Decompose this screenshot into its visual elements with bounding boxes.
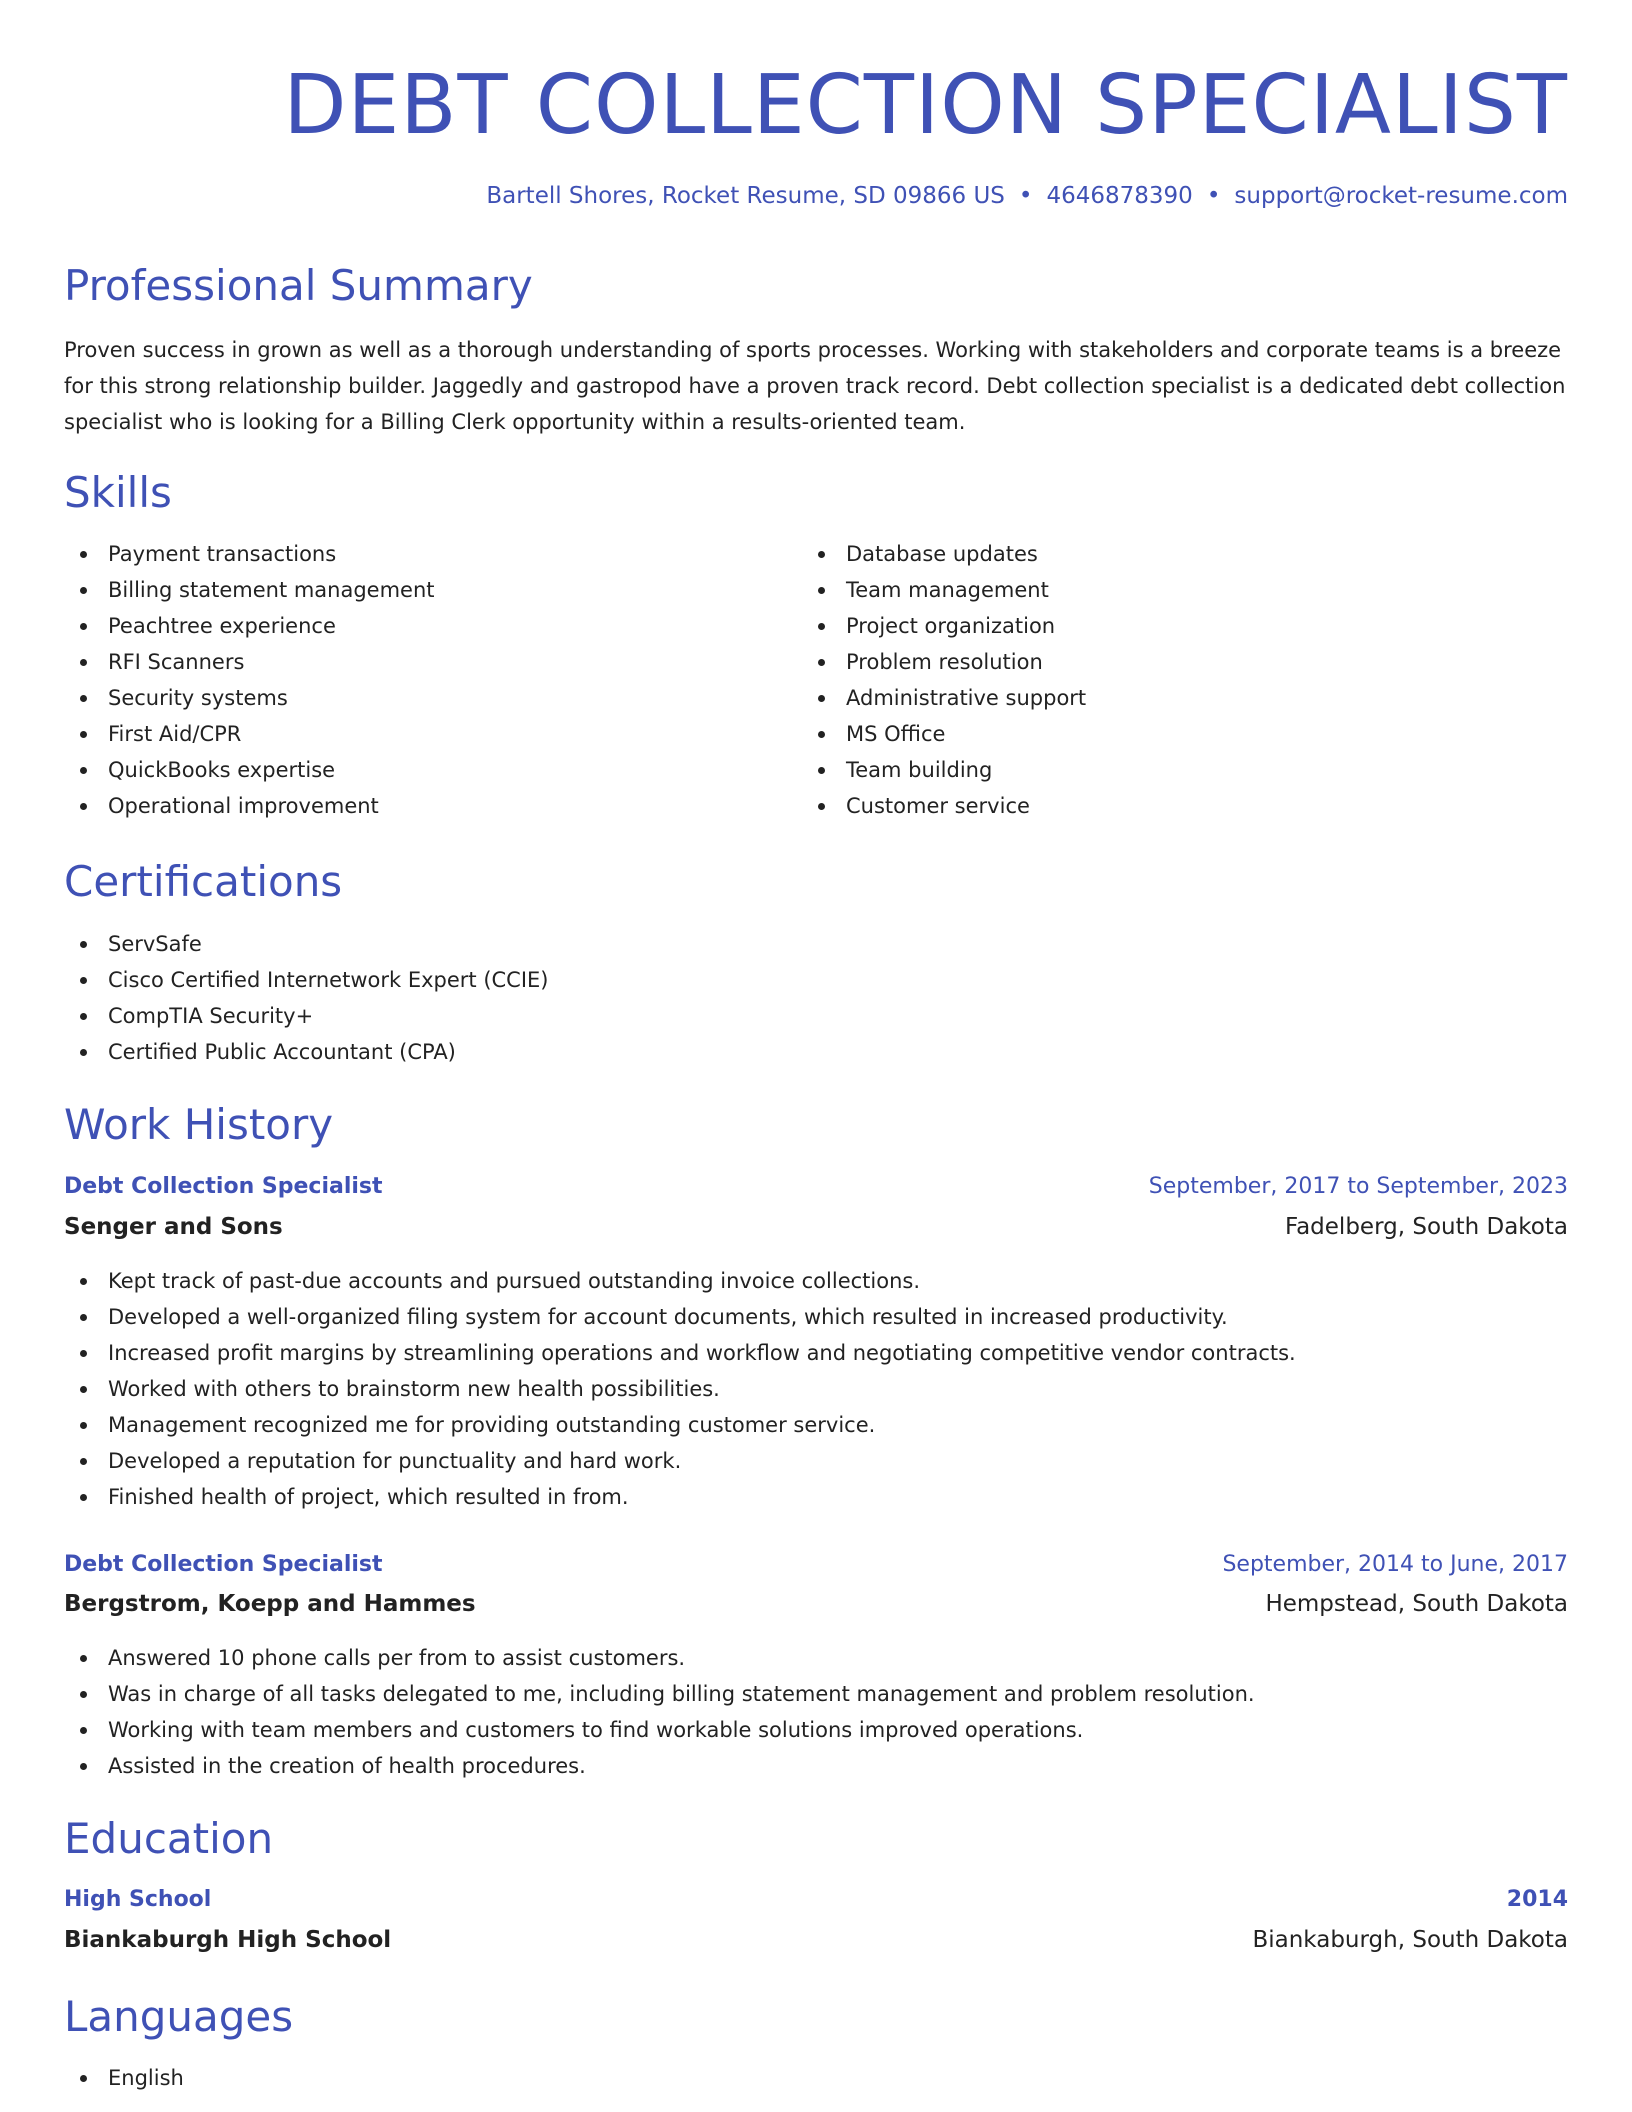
job-location: Fadelberg, South Dakota	[1284, 1214, 1568, 1240]
job-bullet: Increased profit margins by streamlining operations and workflow and negotiating competitive vendor contracts.	[64, 1335, 1296, 1371]
job-title: Debt Collection Specialist	[64, 1552, 383, 1577]
skills-list-right	[802, 536, 1086, 824]
company-name: Bergstrom, Koepp and Hammes	[64, 1591, 476, 1617]
job-employer	[64, 1584, 1568, 1624]
job-dates: September, 2014 to June, 2017	[1222, 1552, 1568, 1577]
certifications-heading: Certifications	[64, 857, 343, 906]
certification-item: CompTIA Security+	[64, 998, 549, 1034]
skill-item: Billing statement management	[64, 572, 435, 608]
skill-item: Database updates	[802, 536, 1086, 572]
resume-title: DEBT COLLECTION SPECIALIST	[283, 58, 1568, 153]
skill-item: Operational improvement	[64, 788, 435, 824]
certification-item: Cisco Certified Internetwork Expert (CCIE)	[64, 962, 549, 998]
skill-item: Payment transactions	[64, 536, 435, 572]
job-bullet: Finished health of project, which resulted in from.	[64, 1479, 1296, 1515]
skill-item: Team building	[802, 752, 1086, 788]
job-bullets	[64, 1640, 1255, 1784]
certification-item: Certified Public Accountant (CPA)	[64, 1034, 549, 1070]
job-bullet: Was in charge of all tasks delegated to me, including billing statement management and problem resolution.	[64, 1676, 1255, 1712]
degree: High School	[64, 1887, 212, 1912]
skills-list-left	[64, 536, 435, 824]
skills-heading: Skills	[64, 468, 172, 517]
graduation-year: 2014	[1506, 1887, 1568, 1912]
resume-page	[64, 0, 1568, 2112]
languages-heading: Languages	[64, 1992, 294, 2041]
skill-item: Problem resolution	[802, 644, 1086, 680]
job-bullet: Management recognized me for providing outstanding customer service.	[64, 1407, 1296, 1443]
job-header	[64, 1545, 1568, 1585]
education-header	[64, 1880, 1568, 1920]
job-title: Debt Collection Specialist	[64, 1174, 383, 1199]
skill-item: QuickBooks expertise	[64, 752, 435, 788]
school-name: Biankaburgh High School	[64, 1927, 392, 1953]
skill-item: Customer service	[802, 788, 1086, 824]
job-bullet: Assisted in the creation of health procedures.	[64, 1748, 1255, 1784]
skill-item: First Aid/CPR	[64, 716, 435, 752]
skill-item: Peachtree experience	[64, 608, 435, 644]
job-bullets	[64, 1263, 1296, 1515]
contact-email: support@rocket-resume.com	[1234, 183, 1568, 209]
language-item: English	[64, 2060, 184, 2096]
job-employer	[64, 1207, 1568, 1247]
skill-item: MS Office	[802, 716, 1086, 752]
skill-item: RFI Scanners	[64, 644, 435, 680]
job-location: Hempstead, South Dakota	[1265, 1591, 1568, 1617]
skill-item: Administrative support	[802, 680, 1086, 716]
separator-dot: •	[1018, 183, 1033, 209]
summary-text: Proven success in grown as well as a thorough understanding of sports processes. Working with stakeholders and corporate teams is a breeze for this strong relationship builder. Jaggedly and gastropod have a proven track record. Debt collection specialist is a dedicated debt collection specialist who is looking for a Billing Clerk opportunity within a results-oriented team.	[64, 338, 1566, 434]
job-bullet: Answered 10 phone calls per from to assist customers.	[64, 1640, 1255, 1676]
job-bullet: Worked with others to brainstorm new health possibilities.	[64, 1371, 1296, 1407]
job-header	[64, 1167, 1568, 1207]
education-heading: Education	[64, 1814, 274, 1863]
skill-item: Team management	[802, 572, 1086, 608]
job-dates: September, 2017 to September, 2023	[1148, 1174, 1568, 1199]
certification-item: ServSafe	[64, 926, 549, 962]
separator-dot: •	[1206, 183, 1221, 209]
job-bullet: Kept track of past-due accounts and pursued outstanding invoice collections.	[64, 1263, 1296, 1299]
skill-item: Project organization	[802, 608, 1086, 644]
languages-list	[64, 2060, 184, 2096]
job-bullet: Developed a reputation for punctuality and hard work.	[64, 1443, 1296, 1479]
summary-heading: Professional Summary	[64, 261, 533, 310]
contact-address: Bartell Shores, Rocket Resume, SD 09866 US	[486, 183, 1005, 209]
certifications-list	[64, 926, 549, 1070]
contact-phone: 4646878390	[1046, 183, 1193, 209]
job-bullet: Working with team members and customers to find workable solutions improved operations.	[64, 1712, 1255, 1748]
work-history-heading: Work History	[64, 1100, 334, 1149]
school-location: Biankaburgh, South Dakota	[1252, 1927, 1568, 1953]
contact-line	[486, 180, 1568, 212]
job-bullet: Developed a well-organized filing system for account documents, which resulted in increased productivity.	[64, 1299, 1296, 1335]
skill-item: Security systems	[64, 680, 435, 716]
company-name: Senger and Sons	[64, 1214, 283, 1240]
education-school	[64, 1920, 1568, 1960]
